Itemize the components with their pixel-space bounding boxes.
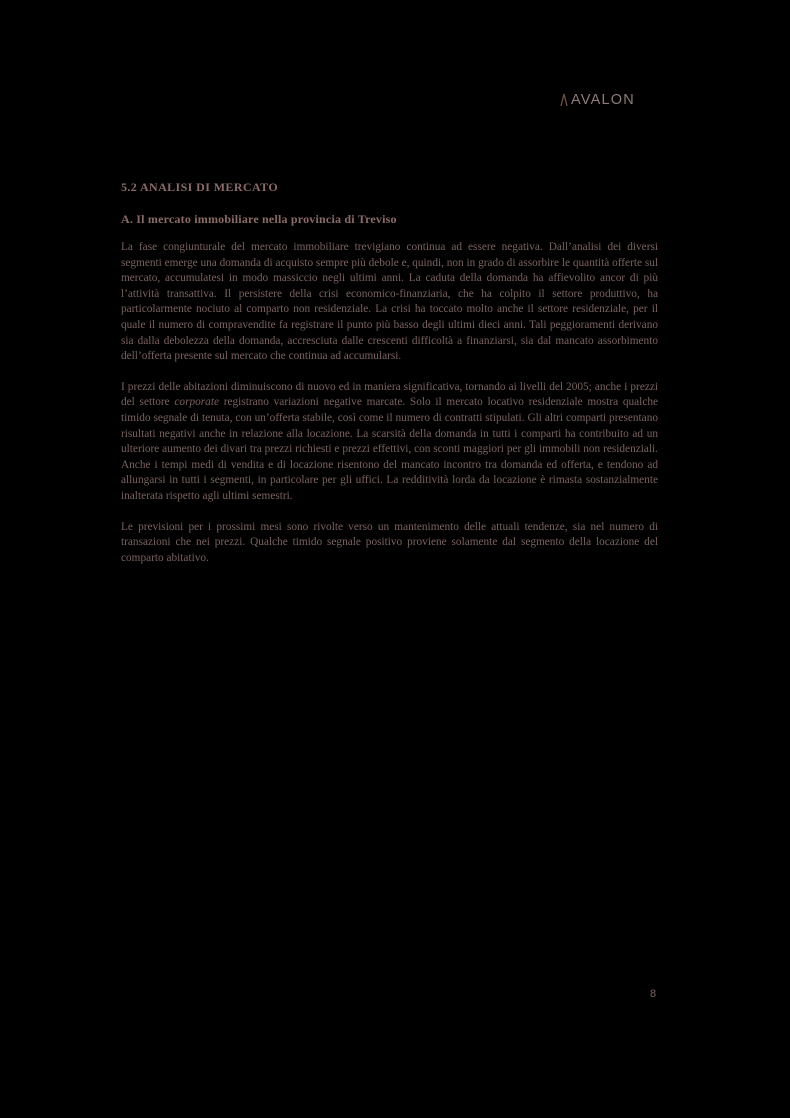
- section-title: 5.2 ANALISI DI MERCATO: [121, 180, 279, 194]
- subsection-title: A. Il mercato immobiliare nella provincia di Treviso: [121, 212, 397, 226]
- paragraph-3: Le previsioni per i prossimi mesi sono rivolte verso un mantenimento delle attuali tendenze, sia nel numero di transazioni che nei prezzi. Qualche timido segnale positivo proviene solamente dal segmento della locazione del comparto abitativo.: [121, 520, 658, 564]
- document-body: [121, 178, 658, 566]
- paragraph-2-italic-term: corporate: [174, 396, 219, 409]
- paragraph-2-text-start: I prezzi delle abitazioni diminuiscono di nuovo ed in maniera significativa, tornando ai livelli del 2005; anche i prezzi del settore: [121, 380, 658, 409]
- paragraph-1: La fase congiunturale del mercato immobiliare trevigiano continua ad essere negativa. Dall’analisi dei diversi segmenti emerge una domanda di acquisto sempre più debole e, quindi, non in grado di assorbire le quantità offerte sul mercato, accumulatesi in modo massiccio negli ultimi anni. La caduta della domanda ha affievolito ancor di più l’attività transattiva. Il persistere della crisi economico-finanziaria, che ha colpito il settore produttivo, ha particolarmente nociuto al comparto non residenziale. La crisi ha toccato molto anche il settore residenziale, per il quale il numero di compravendite fa registrare il punto più basso degli ultimi dieci anni. Tali peggioramenti derivano sia dalla debolezza della domanda, accresciuta dalle crescenti difficoltà a finanziarsi, sia dal mancato assorbimento dell’offerta presente sul mercato che continua ad accumularsi.: [121, 241, 658, 363]
- paragraph-2: [121, 380, 658, 505]
- page-number: 8: [650, 988, 657, 1000]
- logo-text: AVALON: [571, 92, 635, 108]
- logo-mark-icon: [560, 93, 568, 107]
- paragraph-2-text-end: registrano variazioni negative marcate. Solo il mercato locativo residenziale mostra qualche timido segnale di tenuta, con un’offerta stabile, così come il numero di contratti stipulati. Gli altri comparti presentano risultati negativi anche in relazione alla locazione. La scarsità della domanda in tutti i comparti ha contribuito ad un ulteriore aumento dei divari tra prezzi richiesti e prezzi effettivi, con sconti maggiori per gli immobili non residenziali. Anche i tempi medi di vendita e di locazione risentono del mancato incontro tra domanda ed offerta, e tendono ad allungarsi in tutti i segmenti, in particolare per gli uffici. La redditività lorda da locazione è rimasta sostanzialmente inalterata rispetto agli ultimi semestri.: [121, 396, 658, 502]
- company-logo: [560, 90, 635, 110]
